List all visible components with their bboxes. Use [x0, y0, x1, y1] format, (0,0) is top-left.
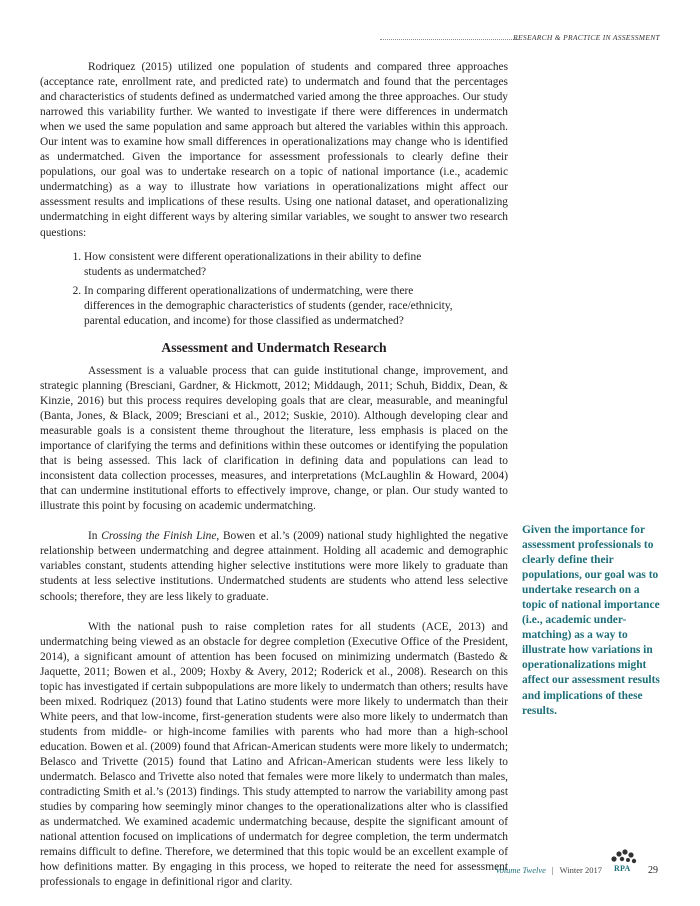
volume-label: Volume Twelve: [495, 865, 546, 875]
research-question-1: 1. How consistent were different operationalizations in their ability to define students as undermatched?: [84, 250, 454, 280]
article-body: [40, 60, 508, 890]
p3-rest: , Bowen et al.’s (2009) national study highlighted the negative relationship between undermatching and degree attainment. Holding all academic and demographic variables constant, students attending higher selective institutions were more likely to graduate than students at less selective institutions. Undermatched students are students who attend less selective schools; therefore, they are less likely to graduate.: [40, 530, 509, 603]
page-footer: [495, 860, 658, 880]
p3-prefix: In: [88, 530, 102, 543]
paragraph-assessment: Assessment is a valuable process that can guide institutional change, improvement, and strategic planning (Bresciani, Gardner, & Hickmott, 2012; Middaugh, 2011; Schuh, Biddix, Dean, & Kinzie, 2016) but this process requires developing goals that are clear, measurable, and meaningful (Banta, Jones, & Black, 2009; Bresciani et al., 2012; Suskie, 2010). Although developing clear and measurable goals is a consistent theme throughout the literature, less emphasis is placed on the importance of clarifying the terms and definitions within these outcomes or identifying the population that is being assessed. This lack of clarification in defining data and populations can lead to inconsistent data collection processes, measures, and interpretations (McLaughlin & Howard, 2004) that can undermine institutional efforts to effectively improve, change, or plan. Our study wanted to illustrate this point by focusing on academic undermatching.: [40, 364, 508, 513]
header-dotted-rule: [380, 39, 518, 40]
research-question-2: 2. In comparing different operationalizations of undermatching, were there differences in the demographic characteristics of students (gender, race/ethnicity, parental education, and income) for those classified as undermatched?: [84, 284, 454, 329]
page-number: 29: [648, 864, 658, 876]
running-head: RESEARCH & PRACTICE IN ASSESSMENT: [513, 33, 660, 42]
paragraph-national-push: With the national push to raise completion rates for all students (ACE, 2013) and undermatching being viewed as an obstacle for degree completion (Executive Office of the President, 2014), a significant amount of attention has been focused on minimizing undermatch (Bastedo & Jaquette, 2011; Bowen et al., 2009; Hoxby & Avery, 2012; Roderick et al., 2008). Research on this topic has investigated if certain subpopulations are more likely to undermatch than others; results have been mixed. Rodriquez (2013) found that Latino students were more likely to undermatch than their White peers, and that low-income, first-generation students were also more likely to undermatch than students from middle- or high-income families with parents who had more than a high-school education. Bowen et al. (2009) found that African-American students were more likely to undermatch; Belasco and Trivette (2015) found that Latino and African-American students were less likely to undermatch. Belasco and Trivette also noted that females were more likely to undermatch than males, contradicting Smith et al.’s (2013) findings. This study attempted to narrow the variability among past studies by comparing how seemingly minor changes to the operationalizations alter who is classified as undermatched. We examined academic undermatching because, despite the significant amount of national attention focused on implications of undermatch for degree completion, the term undermatch remains difficult to define. Therefore, we determined that this topic would be an excellent example of how definitions matter. By engaging in this process, we hoped to reiterate the need for assessment professionals to engage in definitional rigor and clarity.: [40, 620, 508, 889]
logo-text: RPA: [614, 864, 631, 873]
issue-season: Winter 2017: [559, 865, 602, 875]
book-title: Crossing the Finish Line: [101, 530, 217, 543]
research-questions-list: [40, 250, 508, 329]
pull-quote: Given the importance for assessment professionals to clearly define their populations, our goal was to undertake research on a topic of national importance (i.e., academic under-matching) as a way to illustrate how variations in operationalizations might affect our assessment results and implications of these results.: [522, 524, 660, 717]
rpa-logo-icon: [608, 849, 638, 879]
footer-separator: |: [551, 865, 554, 875]
paragraph-crossing-finish-line: [40, 529, 508, 604]
section-heading: Assessment and Undermatch Research: [161, 339, 387, 355]
paragraph-intro: Rodriquez (2015) utilized one population of students and compared three approaches (acceptance rate, enrollment rate, and predicted rate) to undermatch and found that the percentages and characteristics of students defined as undermatched varied among the three approaches. Our study narrowed this variability further. We wanted to investigate if there were differences in undermatch when we used the same population and same approach but altered the variables within this approach. Our intent was to examine how small differences in operationalizations may change who is identified as undermatched. Given the importance for assessment professionals to clearly define their populations, our goal was to undertake research on a topic of national importance (i.e., academic undermatching) as a way to illustrate how variations in operationalizations might affect our assessment results and implications of these results. Using one national dataset, and operationalizing undermatching in eight different ways by altering similar variables, we sought to answer two research questions:: [40, 61, 508, 239]
